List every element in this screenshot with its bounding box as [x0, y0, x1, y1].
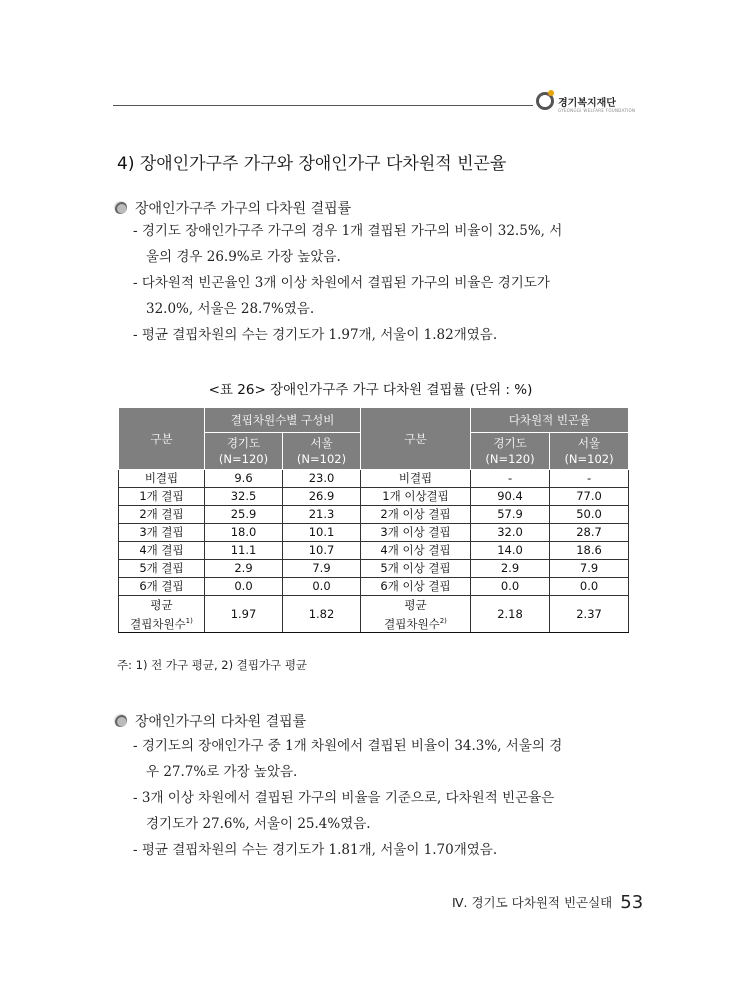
cell-gg-left: 0.0	[205, 578, 283, 596]
footer-chapter: Ⅳ. 경기도 다차원적 빈곤실태	[452, 895, 613, 910]
table-row	[119, 470, 629, 488]
table-row	[119, 560, 629, 578]
cell-gg-left: 2.9	[205, 560, 283, 578]
header-rule	[113, 105, 533, 106]
cell-gg-left: 9.6	[205, 470, 283, 488]
row-label-left: 6개 결핍	[119, 578, 205, 596]
cell-seoul-right: 77.0	[550, 488, 629, 506]
cell-seoul-right: -	[550, 470, 629, 488]
cell-seoul-left: 26.9	[283, 488, 361, 506]
row-label-right: 1개 이상결핍	[361, 488, 471, 506]
cell-gg-right: 0.0	[471, 578, 550, 596]
cell-seoul-left: 10.1	[283, 524, 361, 542]
row-label-right: 2개 이상 결핍	[361, 506, 471, 524]
header-seoul-left: 서울 (N=102)	[283, 433, 361, 470]
table-row	[119, 578, 629, 596]
cell-gg-right: -	[471, 470, 550, 488]
cell-seoul-left: 10.7	[283, 542, 361, 560]
row-label-right: 비결핍	[361, 470, 471, 488]
avg-label-right: 평균 결핍차원수$^{2)}$	[361, 596, 471, 633]
table-row	[119, 542, 629, 560]
header-category-right: 구분	[361, 408, 471, 470]
row-label-left: 1개 결핍	[119, 488, 205, 506]
cell-seoul-right: 7.9	[550, 560, 629, 578]
cell-gg-left: 11.1	[205, 542, 283, 560]
cell-gg-right: 90.4	[471, 488, 550, 506]
block2-line-5: - 평균 결핍차원의 수는 경기도가 1.81개, 서울이 1.70개였음.	[133, 842, 498, 858]
cell-seoul-right: 50.0	[550, 506, 629, 524]
cell-gg-right: 32.0	[471, 524, 550, 542]
table-row-average	[119, 596, 629, 633]
avg-seoul-left: 1.82	[283, 596, 361, 633]
table-note: 주: 1) 전 가구 평균, 2) 결핍가구 평균	[117, 658, 308, 672]
block1-line-1: - 경기도 장애인가구주 가구의 경우 1개 결핍된 가구의 비율이 32.5%, 서	[133, 223, 563, 239]
bullet-icon	[114, 714, 127, 727]
cell-seoul-right: 28.7	[550, 524, 629, 542]
logo-text: 경기복지재단	[558, 98, 616, 109]
block2-line-1: - 경기도의 장애인가구 중 1개 차원에서 결핍된 비율이 34.3%, 서울의 경	[133, 738, 563, 754]
cell-gg-right: 57.9	[471, 506, 550, 524]
avg-seoul-right: 2.37	[550, 596, 629, 633]
row-label-left: 비결핍	[119, 470, 205, 488]
cell-gg-right: 14.0	[471, 542, 550, 560]
row-label-left: 3개 결핍	[119, 524, 205, 542]
row-label-left: 5개 결핍	[119, 560, 205, 578]
block2-line-4: 경기도가 27.6%, 서울이 25.4%였음.	[146, 816, 371, 832]
row-label-left: 4개 결핍	[119, 542, 205, 560]
cell-seoul-right: 0.0	[550, 578, 629, 596]
block1-line-4: 32.0%, 서울은 28.7%였음.	[146, 301, 315, 317]
page-footer	[452, 892, 643, 913]
cell-gg-right: 2.9	[471, 560, 550, 578]
cell-seoul-left: 7.9	[283, 560, 361, 578]
header-category-left: 구분	[119, 408, 205, 470]
cell-seoul-left: 0.0	[283, 578, 361, 596]
table-row	[119, 488, 629, 506]
section-heading: 4) 장애인가구주 가구와 장애인가구 다차원적 빈곤율	[117, 154, 507, 174]
avg-gg-left: 1.97	[205, 596, 283, 633]
table-caption: <표 26> 장애인가구주 가구 다차원 결핍률 (단위 : %)	[208, 382, 533, 398]
header-group-right: 다차원적 빈곤율	[471, 408, 629, 433]
table-row	[119, 506, 629, 524]
block1-line-3: - 다차원적 빈곤율인 3개 이상 차원에서 결핍된 가구의 비율은 경기도가	[133, 275, 550, 291]
block2-line-3: - 3개 이상 차원에서 결핍된 가구의 비율을 기준으로, 다차원적 빈곤율은	[133, 790, 555, 806]
logo-subtext: GYEONGGI WELFARE FOUNDATION	[558, 108, 636, 113]
bullet-icon	[114, 201, 127, 214]
avg-label-left: 평균 결핍차원수$^{1)}$	[119, 596, 205, 633]
block1-line-5: - 평균 결핍차원의 수는 경기도가 1.97개, 서울이 1.82개였음.	[133, 327, 498, 343]
header-seoul-right: 서울 (N=102)	[550, 433, 629, 470]
row-label-left: 2개 결핍	[119, 506, 205, 524]
block1-title: 장애인가구주 가구의 다차원 결핍률	[135, 201, 352, 217]
table-row	[119, 524, 629, 542]
logo-dot-icon	[548, 90, 554, 96]
cell-gg-left: 25.9	[205, 506, 283, 524]
page-number: 53	[620, 892, 644, 913]
block1-line-2: 울의 경우 26.9%로 가장 높았음.	[146, 249, 341, 265]
block2-title: 장애인가구의 다차원 결핍률	[135, 714, 307, 730]
row-label-right: 3개 이상 결핍	[361, 524, 471, 542]
header-gyeonggi-left: 경기도 (N=120)	[205, 433, 283, 470]
cell-gg-left: 18.0	[205, 524, 283, 542]
block2-line-2: 우 27.7%로 가장 높았음.	[146, 764, 298, 780]
cell-seoul-right: 18.6	[550, 542, 629, 560]
cell-seoul-left: 23.0	[283, 470, 361, 488]
deprivation-table	[118, 407, 629, 633]
cell-seoul-left: 21.3	[283, 506, 361, 524]
avg-gg-right: 2.18	[471, 596, 550, 633]
row-label-right: 6개 이상 결핍	[361, 578, 471, 596]
row-label-right: 4개 이상 결핍	[361, 542, 471, 560]
header-gyeonggi-right: 경기도 (N=120)	[471, 433, 550, 470]
cell-gg-left: 32.5	[205, 488, 283, 506]
block1-title-row	[114, 198, 351, 218]
header-group-left: 결핍차원수별 구성비	[205, 408, 361, 433]
row-label-right: 5개 이상 결핍	[361, 560, 471, 578]
block2-title-row	[114, 711, 306, 731]
foundation-logo	[534, 92, 644, 120]
